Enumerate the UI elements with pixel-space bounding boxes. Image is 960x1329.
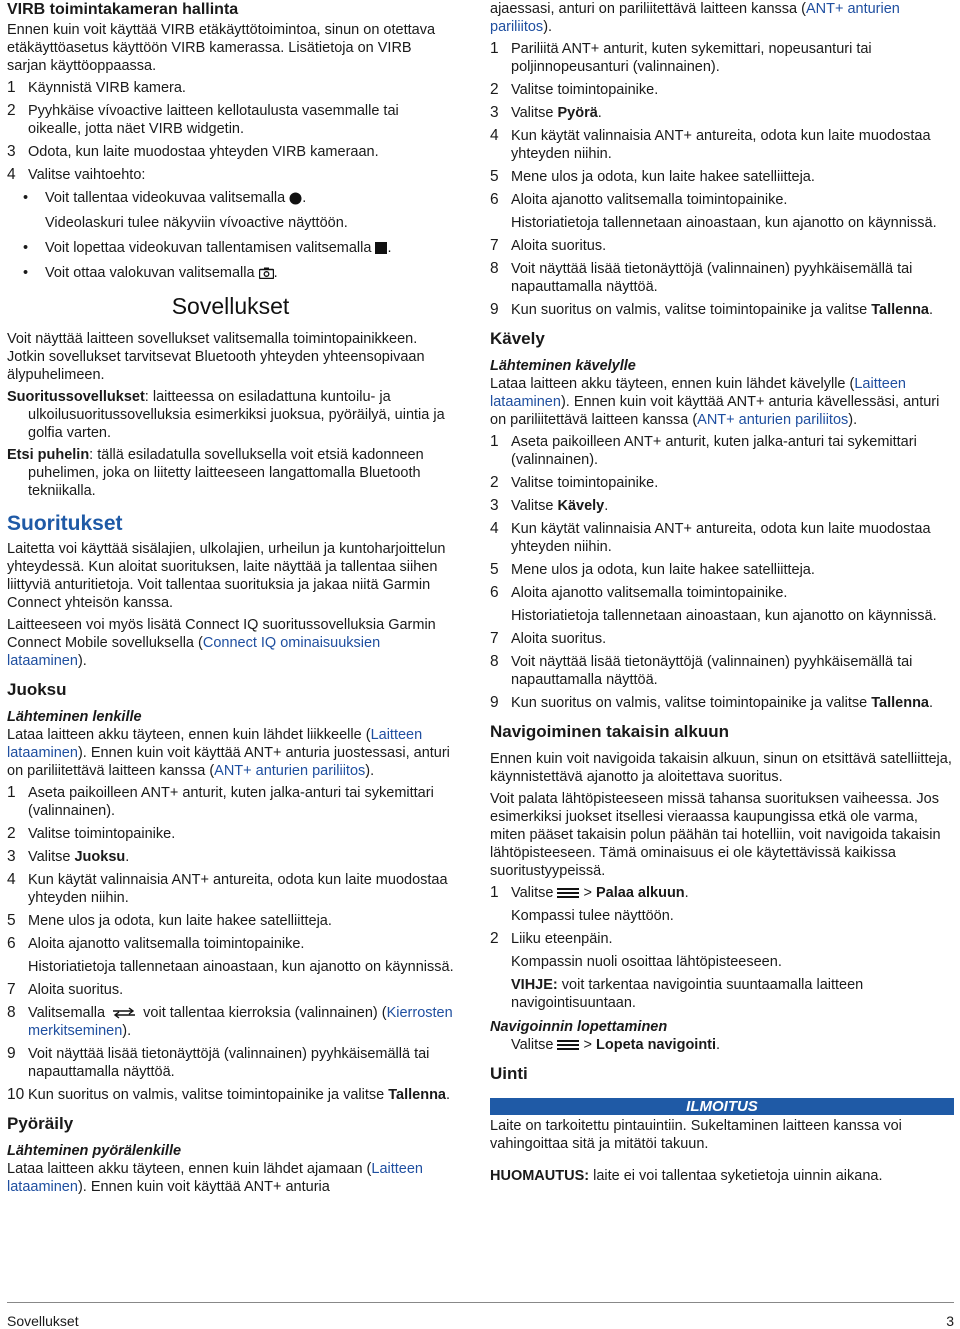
text: Laitteeseen voi myös lisätä Connect IQ suoritussovelluksia Garmin Connect Mobile sovelluksella ( (7, 617, 436, 651)
step-number: 4 (7, 166, 16, 183)
menu-option: Kävely (557, 498, 605, 514)
notice-banner: ILMOITUS (490, 1098, 954, 1115)
text: ). Ennen kuin voit käyttää ANT+ anturia juostessasi, anturi on pariliitettävä laitteen kanssa ( (7, 745, 450, 779)
menu-option: Juoksu (74, 849, 126, 865)
cycling-paragraph (7, 1160, 454, 1196)
text: Lataa laitteen akku täyteen, ennen kuin lähdet liikkeelle ( (7, 727, 371, 743)
term: Suoritussovellukset (7, 389, 145, 405)
menu-option: Pyörä (557, 105, 598, 121)
run-step: 2 Valitse toimintopainike. (7, 825, 176, 842)
bullet-text: Voit ottaa valokuvan valitsemalla (45, 265, 255, 281)
camera-icon (259, 267, 274, 279)
bike-step: 1 Pariliitä ANT+ anturit, kuten sykemittari, nopeusanturi tai poljinnopeusanturi (valinnainen). (490, 40, 954, 76)
text: ). (77, 653, 87, 669)
bike-step: 6 Aloita ajanotto valitsemalla toimintopainike. (490, 191, 788, 208)
step-text: Käynnistä VIRB kamera. (28, 80, 186, 96)
step-text: Valitsemalla (28, 1005, 106, 1021)
connect-iq-link[interactable]: Connect IQ ominaisuuksien lataaminen (7, 635, 381, 669)
step-text: . (125, 849, 130, 865)
step-number: 1 (7, 79, 16, 96)
cycling-paragraph-continued (490, 0, 954, 36)
running-paragraph (7, 726, 454, 780)
page-number: 3 (946, 1313, 954, 1329)
definition: : laitteessa on esiladattuna kuntoilu- ja ulkoilusuoritussovelluksia esimerkiksi juoksua, pyöräilyä, uintia ja golfia varten. (28, 389, 445, 441)
run-step: 3 Valitse Juoksu. (7, 848, 130, 865)
step-note: Kompassi tulee näyttöön. (511, 908, 674, 924)
step-text: . (929, 695, 934, 711)
menu-icon (557, 887, 579, 899)
text: ajaessasi, anturi on pariliitettävä laitteen kanssa ( (490, 1, 806, 17)
menu-option: Tallenna (871, 695, 929, 711)
run-step: 9 Voit näyttää lisää tietonäyttöjä (valinnainen) pyyhkäisemällä tai napauttamalla näyttöä. (7, 1045, 454, 1081)
tip-label: VIHJE: (511, 977, 558, 993)
bullet-item: • Voit tallentaa videokuvaa valitsemalla . (23, 190, 307, 206)
bullet-text: Voit tallentaa videokuvaa valitsemalla (45, 190, 286, 206)
bullet-item: • Voit ottaa valokuvan valitsemalla . (23, 265, 278, 281)
step-text: > (579, 885, 597, 901)
step-text: voit tallentaa kierroksia (valinnainen) ( (143, 1005, 387, 1021)
step-text: Pyyhkäise vívoactive laitteen kellotaulusta vasemmalle tai oikealle, jotta näet VIRB widgetin. (28, 103, 399, 137)
step-text: . (604, 498, 609, 514)
menu-icon (557, 1039, 579, 1051)
nav-step: 2 Liiku eteenpäin. (490, 930, 613, 947)
nav-step: 1 Valitse > Palaa alkuun. (490, 884, 689, 901)
record-icon (289, 192, 302, 205)
stop-navigation-step (490, 1036, 954, 1054)
page-footer (7, 1302, 954, 1329)
activities-paragraph: Laitetta voi käyttää sisälajien, ulkolajien, urheilun ja kuntoharjoittelun yhteydessä. Kun aloitat suorituksen, laite näyttää ja tallentaa siihen liittyviä anturitietoja. Voit tallentaa suorituksia ja jakaa niitä Garmin Connect yhteisön kanssa. (7, 541, 446, 611)
walk-step: 6 Aloita ajanotto valitsemalla toimintopainike. (490, 584, 788, 601)
step-text: Mene ulos ja odota, kun laite hakee satelliitteja. (511, 169, 815, 185)
text: ). (543, 19, 553, 35)
bike-step: 9 Kun suoritus on valmis, valitse toimintopainike ja valitse Tallenna. (490, 301, 934, 318)
bullet-punct: . (273, 265, 278, 281)
note (490, 1167, 954, 1185)
cycling-subheading: Lähteminen pyörälenkille (7, 1143, 182, 1159)
bike-step: 5 Mene ulos ja odota, kun laite hakee satelliitteja. (490, 168, 815, 185)
bike-step: 8 Voit näyttää lisää tietonäyttöjä (valinnainen) pyyhkäisemällä tai napauttamalla näyttöä. (490, 260, 954, 296)
apps-item (7, 446, 454, 500)
step-text: Aloita suoritus. (511, 631, 607, 647)
running-heading: Juoksu (7, 680, 67, 699)
virb-intro: Ennen kuin voit käyttää VIRB etäkäyttötoimintoa, sinun on otettava etäkäyttöasetus käyttöön VIRB kamerassa. Lisätietoja on VIRB sarjan käyttöoppaassa. (7, 22, 436, 74)
run-step: 10 Kun suoritus on valmis, valitse toimintopainike ja valitse Tallenna. (7, 1086, 451, 1103)
text: Lataa laitteen akku täyteen, ennen kuin lähdet kävelylle ( (490, 376, 855, 392)
menu-option: Tallenna (871, 302, 929, 318)
pairing-link[interactable]: ANT+ anturien pariliitos (490, 1, 900, 35)
definition: : tällä esiladatulla sovelluksella voit etsiä kadonneen puhelimen, joka on liitetty laitteeseen langattomalla Bluetooth tekniikalla. (28, 447, 424, 499)
navigation-paragraph: Voit palata lähtöpisteeseen missä tahansa suorituksen vaiheessa. Jos esimerkiksi juokset itsellesi vieraassa kaupungissa etkä ole varma, miten pääset takaisin polun päähän tai hotelliin, voit navigoida takaisin lähtöpisteeseen. Tämä ominaisuus ei ole käytettävissä kaikissa suoritustyypeissä. (490, 791, 941, 879)
step-text: Kun käytät valinnaisia ANT+ antureita, odota kun laite muodostaa yhteyden niihin. (511, 128, 931, 162)
run-step: 6 Aloita ajanotto valitsemalla toimintopainike. (7, 935, 305, 952)
tip-text: voit tarkentaa navigointia suuntaamalla laitteen navigointisuuntaan. (511, 977, 864, 1011)
lap-link[interactable]: Kierrosten merkitseminen (28, 1005, 453, 1039)
walking-paragraph (490, 375, 954, 429)
walk-step: 3 Valitse Kävely. (490, 497, 609, 514)
charging-link[interactable]: Laitteen lataaminen (7, 1161, 423, 1195)
menu-option: Tallenna (388, 1087, 446, 1103)
text: ). Ennen kuin voit käyttää ANT+ anturia (77, 1179, 330, 1195)
virb-step (7, 79, 454, 97)
virb-heading: VIRB toimintakameran hallinta (7, 1, 239, 18)
bike-step: 2 Valitse toimintopainike. (490, 81, 659, 98)
step-text: Valitse (28, 849, 75, 865)
run-step: 4 Kun käytät valinnaisia ANT+ antureita, odota kun laite muodostaa yhteyden niihin. (7, 871, 454, 907)
walk-step: 7 Aloita suoritus. (490, 630, 607, 647)
step-text: ). (122, 1023, 132, 1039)
step-text: Aloita suoritus. (511, 238, 607, 254)
right-column (490, 0, 954, 1189)
bullet-item: • Voit lopettaa videokuvan tallentamisen valitsemalla . (23, 240, 392, 256)
step-number: 3 (7, 143, 16, 160)
run-step: 8 Valitsemalla voit tallentaa kierroksia (valinnainen) (Kierrosten merkitseminen). (7, 1004, 453, 1039)
charging-link[interactable]: Laitteen lataaminen (490, 376, 906, 410)
pairing-link[interactable]: ANT+ anturien pariliitos (697, 412, 849, 428)
step-text: Mene ulos ja odota, kun laite hakee satelliitteja. (511, 562, 815, 578)
step-text: . (446, 1087, 451, 1103)
step-text: Valitse (511, 105, 558, 121)
running-subheading: Lähteminen lenkille (7, 709, 142, 725)
navigation-heading: Navigoiminen takaisin alkuun (490, 722, 730, 741)
apps-heading: Sovellukset (171, 293, 290, 319)
activities-paragraph (7, 616, 454, 670)
term: Etsi puhelin (7, 447, 90, 463)
step-text: Voit näyttää lisää tietonäyttöjä (valinnainen) pyyhkäisemällä tai napauttamalla näyttöä. (28, 1046, 430, 1080)
step-text: Valitse (511, 1037, 554, 1053)
step-text: > (579, 1037, 597, 1053)
step-text: Mene ulos ja odota, kun laite hakee satelliitteja. (28, 913, 332, 929)
text: ). (365, 763, 375, 779)
step-text: Valitse toimintopainike. (511, 82, 659, 98)
walk-step: 8 Voit näyttää lisää tietonäyttöjä (valinnainen) pyyhkäisemällä tai napauttamalla näyttöä. (490, 653, 954, 689)
text: ). Ennen kuin voit käyttää ANT+ anturia kävellessäsi, anturi on pariliitettävä laitteen kanssa ( (490, 394, 940, 428)
note-text: laite ei voi tallentaa syketietoja uinnin aikana. (589, 1168, 883, 1184)
menu-option: Lopeta navigointi (596, 1037, 717, 1053)
step-text: Aloita suoritus. (28, 982, 124, 998)
step-text: Aseta paikoilleen ANT+ anturit, kuten jalka-anturi tai sykemittari (valinnainen). (511, 434, 917, 468)
step-number: 2 (7, 102, 16, 119)
step-text: Kun suoritus on valmis, valitse toimintopainike ja valitse (28, 1087, 389, 1103)
apps-item (7, 388, 454, 442)
step-text: Kun käytät valinnaisia ANT+ antureita, odota kun laite muodostaa yhteyden niihin. (511, 521, 931, 555)
run-step: 7 Aloita suoritus. (7, 981, 124, 998)
step-text: Kun käytät valinnaisia ANT+ antureita, odota kun laite muodostaa yhteyden niihin. (28, 872, 448, 906)
step-text: Voit näyttää lisää tietonäyttöjä (valinnainen) pyyhkäisemällä tai napauttamalla näyttöä. (511, 654, 913, 688)
step-text: Valitse (511, 498, 558, 514)
menu-option: Palaa alkuun (596, 885, 685, 901)
step-text: Kun suoritus on valmis, valitse toimintopainike ja valitse (511, 695, 872, 711)
step-note: Historiatietoja tallennetaan ainoastaan, kun ajanotto on käynnissä. (511, 608, 937, 624)
step-text: . (716, 1037, 721, 1053)
run-step: 1 Aseta paikoilleen ANT+ anturit, kuten jalka-anturi tai sykemittari (valinnainen). (7, 784, 454, 820)
step-note: Kompassin nuoli osoittaa lähtöpisteeseen. (511, 954, 782, 970)
step-text: . (597, 105, 602, 121)
activities-heading: Suoritukset (7, 512, 123, 535)
step-text: . (929, 302, 934, 318)
lap-icon (109, 1007, 139, 1019)
charging-link[interactable]: Laitteen lataaminen (7, 727, 423, 761)
stop-icon (375, 242, 387, 254)
step-text: . (684, 885, 689, 901)
run-step: 5 Mene ulos ja odota, kun laite hakee satelliitteja. (7, 912, 332, 929)
walk-step: 5 Mene ulos ja odota, kun laite hakee satelliitteja. (490, 561, 815, 578)
text: Lataa laitteen akku täyteen, ennen kuin lähdet ajamaan ( (7, 1161, 372, 1177)
pairing-link[interactable]: ANT+ anturien pariliitos (214, 763, 366, 779)
note-label: HUOMAUTUS: (490, 1168, 590, 1184)
bullet-text: Videolaskuri tulee näkyviin vívoactive näyttöön. (45, 215, 348, 231)
tip (490, 976, 954, 1012)
walk-step: 2 Valitse toimintopainike. (490, 474, 659, 491)
walk-step: 4 Kun käytät valinnaisia ANT+ antureita, odota kun laite muodostaa yhteyden niihin. (490, 520, 954, 556)
step-text: Voit näyttää lisää tietonäyttöjä (valinnainen) pyyhkäisemällä tai napauttamalla näyttöä. (511, 261, 913, 295)
step-text: Liiku eteenpäin. (511, 931, 613, 947)
walking-subheading: Lähteminen kävelylle (490, 358, 636, 374)
bullet-text: Voit lopettaa videokuvan tallentamisen valitsemalla (45, 240, 372, 256)
bullet-punct: . (387, 240, 392, 256)
step-text: Valitse toimintopainike. (28, 826, 176, 842)
bullet-punct: . (302, 190, 307, 206)
cycling-heading: Pyöräily (7, 1114, 74, 1133)
step-text: Aloita ajanotto valitsemalla toimintopainike. (28, 936, 305, 952)
virb-step (7, 166, 454, 184)
step-text: Valitse (511, 885, 554, 901)
step-text: Kun suoritus on valmis, valitse toimintopainike ja valitse (511, 302, 872, 318)
step-text: Valitse toimintopainike. (511, 475, 659, 491)
virb-step (7, 143, 454, 161)
bike-step: 7 Aloita suoritus. (490, 237, 607, 254)
text: ). (848, 412, 858, 428)
step-text: Odota, kun laite muodostaa yhteyden VIRB kameraan. (28, 144, 379, 160)
step-note: Historiatietoja tallennetaan ainoastaan, kun ajanotto on käynnissä. (28, 959, 454, 975)
apps-paragraph: Voit näyttää laitteen sovellukset valitsemalla toimintopainikkeen. Jotkin sovellukset tarvitsevat Bluetooth yhteyden yhteensopivaan älypuhelimeen. (7, 331, 425, 383)
walking-heading: Kävely (490, 329, 545, 348)
step-text: Pariliitä ANT+ anturit, kuten sykemittari, nopeusanturi tai poljinnopeusanturi (valinnainen). (511, 41, 872, 75)
notice-text: Laite on tarkoitettu pintauintiin. Sukeltaminen laitteen kanssa voi vahingoittaa sitä ja mitätöi takuun. (490, 1118, 902, 1152)
stop-navigation-subheading: Navigoinnin lopettaminen (490, 1019, 668, 1035)
footer-section: Sovellukset (7, 1313, 79, 1329)
left-column (7, 0, 454, 1200)
step-text: Valitse vaihtoehto: (28, 167, 146, 183)
bike-step: 4 Kun käytät valinnaisia ANT+ antureita, odota kun laite muodostaa yhteyden niihin. (490, 127, 954, 163)
step-text: Aseta paikoilleen ANT+ anturit, kuten jalka-anturi tai sykemittari (valinnainen). (28, 785, 434, 819)
walk-step: 9 Kun suoritus on valmis, valitse toimintopainike ja valitse Tallenna. (490, 694, 934, 711)
swimming-heading: Uinti (490, 1064, 528, 1083)
bike-step: 3 Valitse Pyörä. (490, 104, 602, 121)
virb-step (7, 102, 454, 138)
step-note: Historiatietoja tallennetaan ainoastaan, kun ajanotto on käynnissä. (511, 215, 937, 231)
navigation-paragraph: Ennen kuin voit navigoida takaisin alkuun, sinun on etsittävä satelliitteja, käynnistettävä ajanotto ja aloitettava suoritus. (490, 751, 952, 785)
bullet-item (7, 214, 454, 232)
step-text: Aloita ajanotto valitsemalla toimintopainike. (511, 585, 788, 601)
step-text: Aloita ajanotto valitsemalla toimintopainike. (511, 192, 788, 208)
walk-step: 1 Aseta paikoilleen ANT+ anturit, kuten jalka-anturi tai sykemittari (valinnainen). (490, 433, 954, 469)
